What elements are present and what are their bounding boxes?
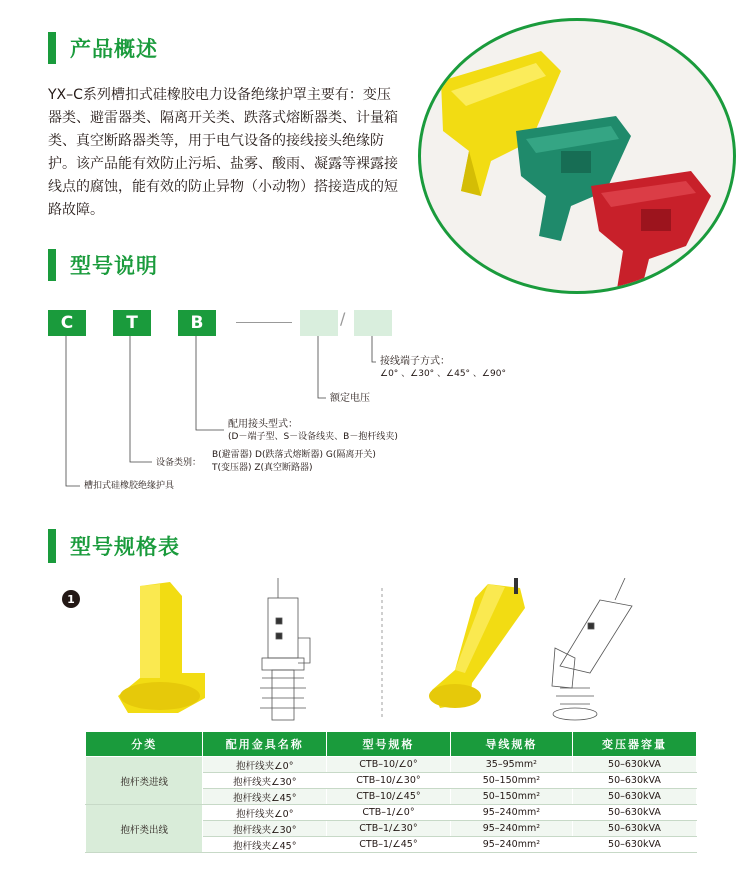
fitting-title: 配用接头型式： xyxy=(228,419,298,430)
rated-voltage-label: 额定电压 xyxy=(330,393,370,404)
heading-bar xyxy=(48,529,56,563)
table-cell: 抱杆线夹∠0° xyxy=(203,757,327,773)
item-number-badge: 1 xyxy=(62,590,80,608)
table-row xyxy=(86,805,697,821)
overview-title: 产品概述 xyxy=(70,37,158,61)
table-cell: CTB–1/∠30° xyxy=(327,821,451,837)
category-line1: B(避雷器) D(跌落式熔断器) G(隔离开关) xyxy=(212,450,376,460)
table-cell: 95–240mm² xyxy=(450,821,572,837)
code-c: C xyxy=(48,310,86,336)
table-cell: 35–95mm² xyxy=(450,757,572,773)
table-cell: CTB–1/∠45° xyxy=(327,837,451,853)
category-cell: 抱杆类出线 xyxy=(86,805,203,853)
table-cell: 50–630kVA xyxy=(572,773,696,789)
category-line2: T(变压器) Z(真空断路器) xyxy=(212,463,313,473)
code-separator: / xyxy=(340,309,346,328)
spec-table xyxy=(85,731,697,853)
table-cell: 50–150mm² xyxy=(450,773,572,789)
table-cell: 抱杆线夹∠30° xyxy=(203,821,327,837)
table-cell: 抱杆线夹∠30° xyxy=(203,773,327,789)
straight-cover-figure xyxy=(118,582,205,713)
table-cell: 95–240mm² xyxy=(450,805,572,821)
table-row xyxy=(86,757,697,773)
table-cell: 50–630kVA xyxy=(572,757,696,773)
terminal-options: ∠0° 、∠30° 、∠45° 、∠90° xyxy=(380,369,506,379)
spec-heading xyxy=(48,530,180,562)
angled-cover-drawing xyxy=(552,578,632,720)
model-title: 型号说明 xyxy=(70,254,158,278)
spec-title: 型号规格表 xyxy=(70,535,180,559)
straight-cover-drawing xyxy=(260,578,310,720)
col-header: 配用金具名称 xyxy=(203,732,327,757)
table-cell: 抱杆线夹∠0° xyxy=(203,805,327,821)
col-header: 变压器容量 xyxy=(572,732,696,757)
table-cell: 50–630kVA xyxy=(572,837,696,853)
table-cell: CTB–10/∠45° xyxy=(327,789,451,805)
table-cell: CTB–10/∠30° xyxy=(327,773,451,789)
col-header: 导线规格 xyxy=(450,732,572,757)
col-header: 分类 xyxy=(86,732,203,757)
table-cell: 抱杆线夹∠45° xyxy=(203,789,327,805)
table-header-row xyxy=(86,732,697,757)
table-cell: CTB–1/∠0° xyxy=(327,805,451,821)
angled-cover-figure xyxy=(429,578,525,708)
category-cell: 抱杆类进线 xyxy=(86,757,203,805)
table-cell: 50–630kVA xyxy=(572,805,696,821)
overview-text: YX–C系列槽扣式硅橡胶电力设备绝缘护罩主要有：变压器类、避雷器类、隔离开关类、跌落式熔断器类、计量箱类、真空断路器类等，用于电气设备的接线接头绝缘防护。该产品能有效防止污垢、盐雾、酸雨、凝露等裸露接线点的腐蚀，能有效的防止异物（小动物）搭接造成的短路故障。 xyxy=(48,87,398,218)
product-figures xyxy=(0,578,750,728)
table-cell: 50–630kVA xyxy=(572,821,696,837)
table-cell: 95–240mm² xyxy=(450,837,572,853)
terminal-title: 接线端子方式： xyxy=(380,356,450,367)
category-title: 设备类别： xyxy=(156,458,202,468)
product-name-label: 槽扣式硅橡胶绝缘护具 xyxy=(84,481,175,491)
code-b: B xyxy=(178,310,216,336)
col-header: 型号规格 xyxy=(327,732,451,757)
table-cell: 抱杆线夹∠45° xyxy=(203,837,327,853)
table-cell: 50–630kVA xyxy=(572,789,696,805)
table-cell: CTB–10/∠0° xyxy=(327,757,451,773)
fitting-options: (D－端子型、S－设备线夹、B－抱杆线夹) xyxy=(228,432,398,442)
code-t: T xyxy=(113,310,151,336)
table-cell: 50–150mm² xyxy=(450,789,572,805)
